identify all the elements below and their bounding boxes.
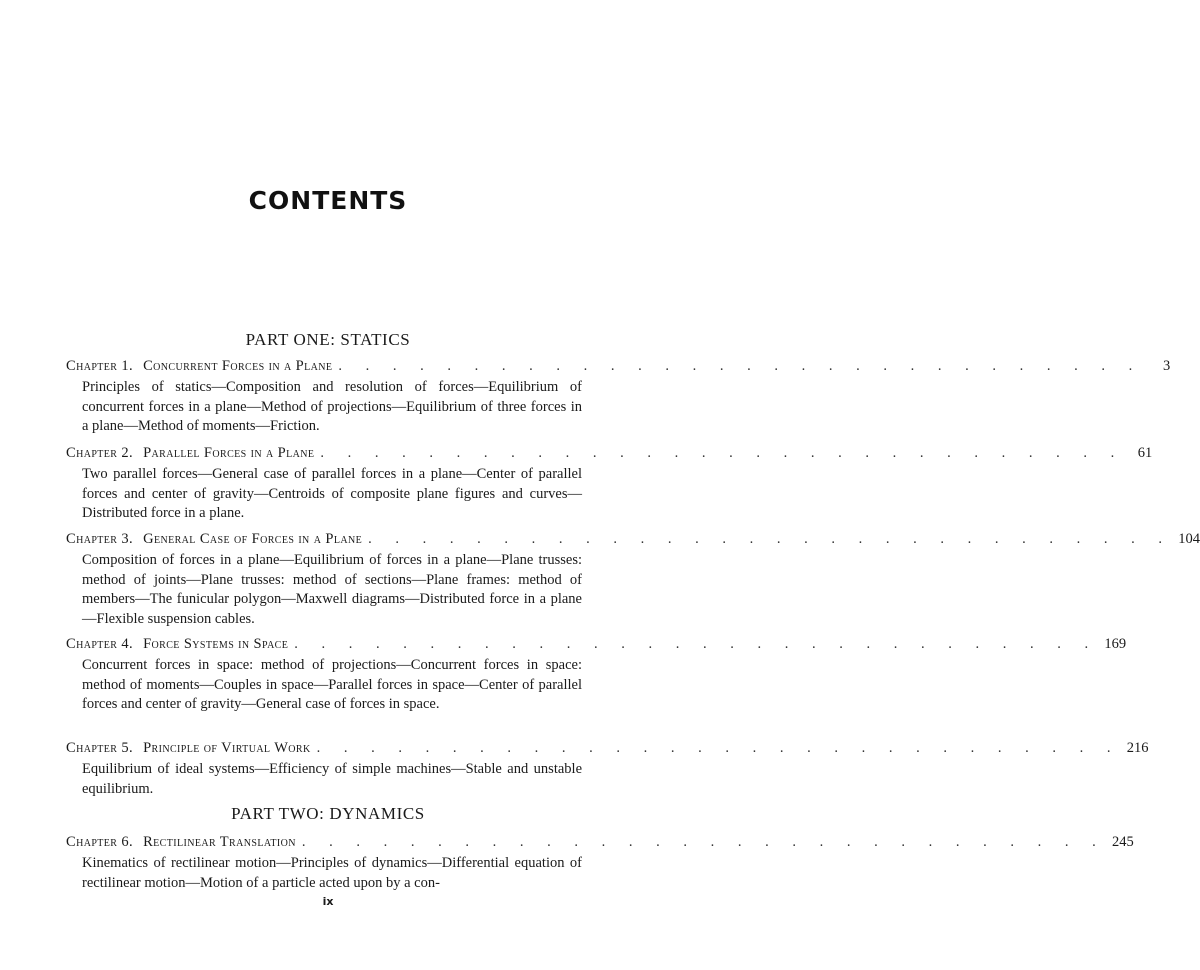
chapter-description: Two parallel forces—General case of parallel forces in a plane—Center of parallel forces and center of gravity—Centroids of composite plane figures and curves—Distributed force in a plane. xyxy=(82,466,582,521)
dot-leaders: . . . . . . . . . . . . . . . . . . . . . . . . . . . . . . xyxy=(301,834,1106,850)
chapter-title: General Case of Forces in a Plane xyxy=(143,531,363,547)
dot-leaders: . . . . . . . . . . . . . . . . . . . . . . . . . . . . . . xyxy=(368,531,1172,547)
chapter-title: Rectilinear Translation xyxy=(143,834,296,850)
chapter-description: Equilibrium of ideal systems—Efficiency of simple machines—Stable and unstable equilibrium. xyxy=(82,761,582,797)
chapter-label: Chapter 1. xyxy=(66,358,134,374)
chapter-title: Parallel Forces in a Plane xyxy=(143,445,315,461)
dot-leaders: . . . . . . . . . . . . . . . . . . . . . . . . . . . . . . xyxy=(316,740,1121,756)
chapter-label: Chapter 6. xyxy=(66,834,134,850)
contents-heading: CONTENTS xyxy=(248,186,408,215)
chapter-2-entry xyxy=(66,443,1153,524)
chapter-title: Concurrent Forces in a Plane xyxy=(143,358,333,374)
chapter-title: Principle of Virtual Work xyxy=(143,740,311,756)
chapter-description: Composition of forces in a plane—Equilibrium of forces in a plane—Plane trusses: method of joints—Plane trusses: method of sections—Plane frames: method of members—The funicular polygon—Maxwell diagrams—Distributed force in a plane—Flexible suspension cables. xyxy=(82,552,582,627)
chapter-description: Kinematics of rectilinear motion—Principles of dynamics—Differential equation of rectilinear motion—Motion of a particle acted upon by a con- xyxy=(82,855,582,891)
chapter-description: Principles of statics—Composition and resolution of forces—Equilibrium of concurrent forces in a plane—Method of projections—Equilibrium of three forces in a plane—Method of moments—Friction. xyxy=(82,379,582,434)
chapter-title: Force Systems in Space xyxy=(143,636,289,652)
page-number: 216 xyxy=(1126,740,1149,756)
chapter-label: Chapter 3. xyxy=(66,531,134,547)
chapter-label: Chapter 4. xyxy=(66,636,134,652)
dot-leaders: . . . . . . . . . . . . . . . . . . . . . . . . . . . . . . xyxy=(338,358,1143,374)
chapter-description: Concurrent forces in space: method of projections—Concurrent forces in space: method of moments—Couples in space—Parallel forces in space—Center of parallel forces and center of gravity—General case of forces in space. xyxy=(82,657,582,712)
chapter-6-entry xyxy=(66,832,1134,893)
dot-leaders: . . . . . . . . . . . . . . . . . . . . . . . . . . . . . . xyxy=(294,636,1099,652)
part-two-heading: PART TWO: DYNAMICS xyxy=(231,804,425,823)
page-number: 169 xyxy=(1104,636,1127,652)
page-number: 245 xyxy=(1111,834,1134,850)
chapter-label: Chapter 2. xyxy=(66,445,134,461)
dot-leaders: . . . . . . . . . . . . . . . . . . . . . . . . . . . . . . xyxy=(320,445,1125,461)
page-number: 61 xyxy=(1137,445,1153,461)
chapter-5-entry xyxy=(66,738,1149,799)
chapter-1-entry xyxy=(66,356,1171,437)
page-folio: ix xyxy=(322,895,334,908)
chapter-3-entry xyxy=(66,529,1200,629)
part-one-heading: PART ONE: STATICS xyxy=(245,330,411,349)
chapter-label: Chapter 5. xyxy=(66,740,134,756)
chapter-4-entry xyxy=(66,634,1127,715)
page-number: 104 xyxy=(1178,531,1200,547)
page-number: 3 xyxy=(1162,358,1171,374)
